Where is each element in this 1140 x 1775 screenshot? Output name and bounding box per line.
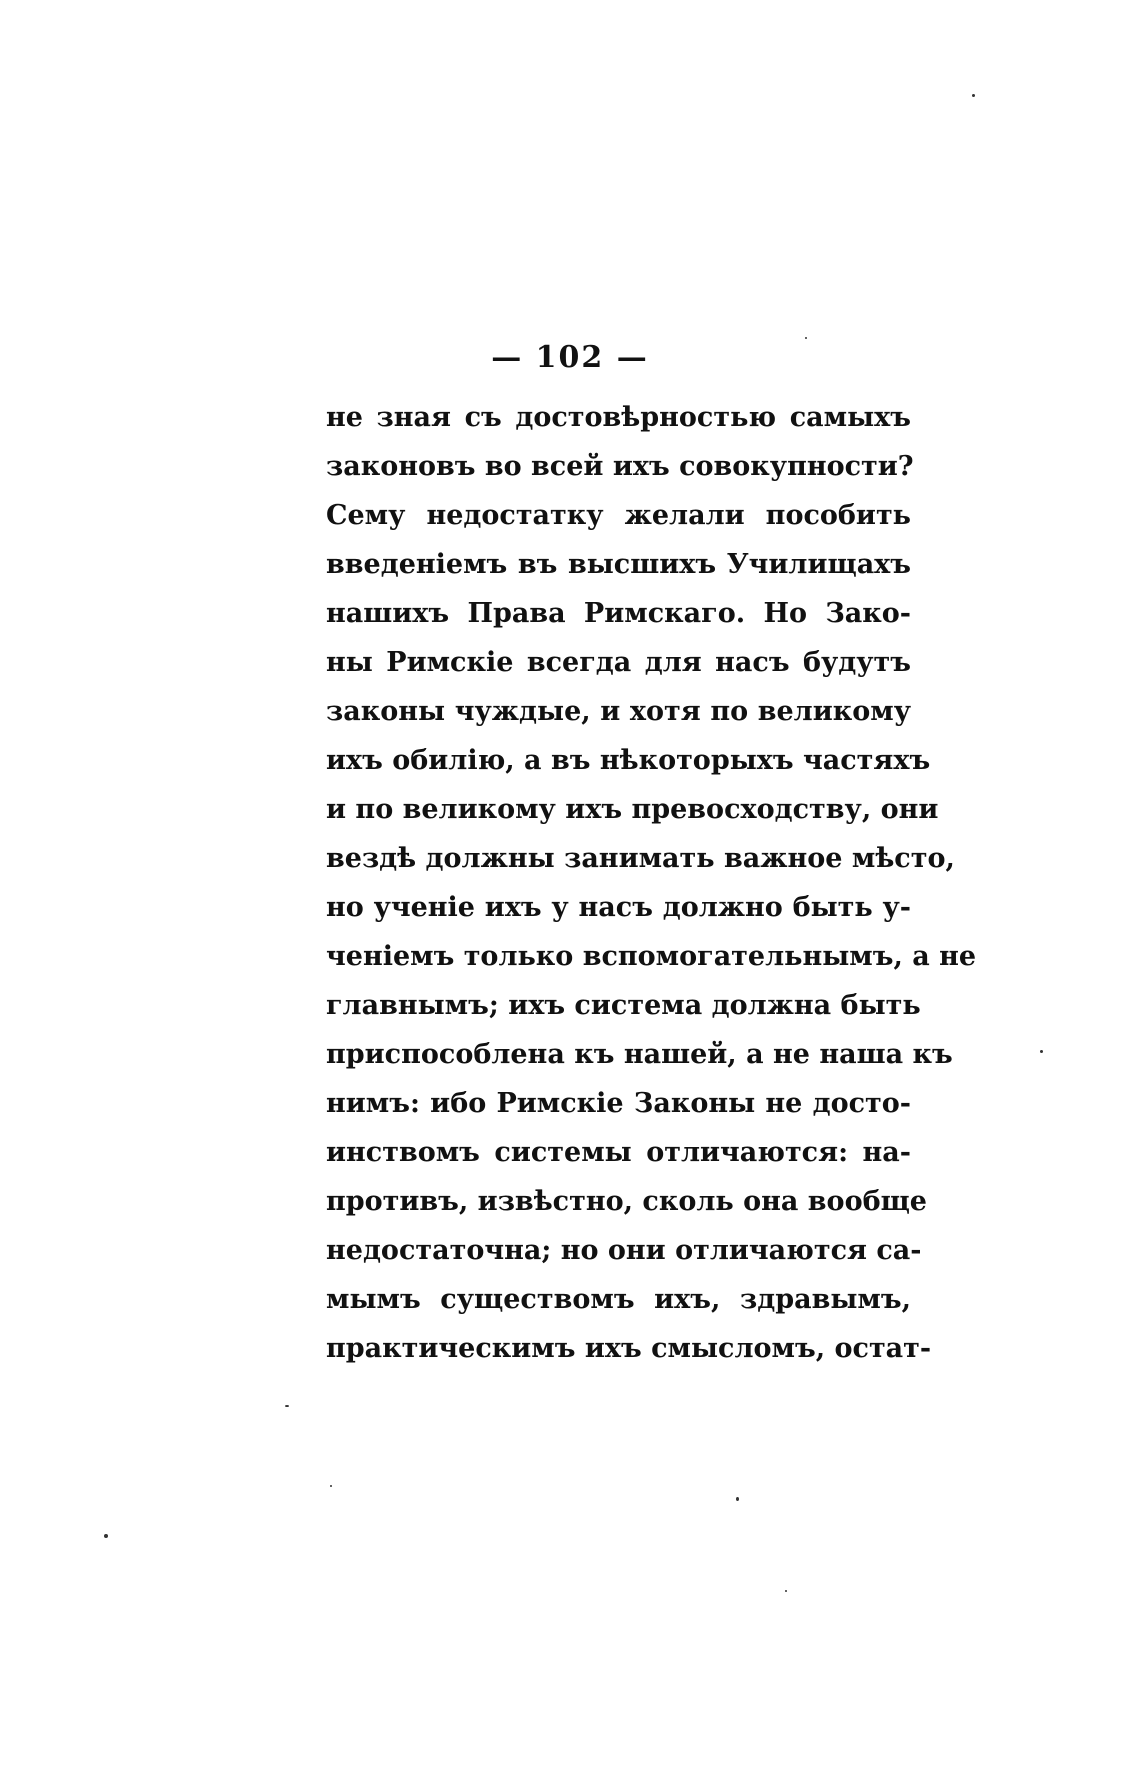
- scan-speck: [104, 1534, 108, 1538]
- scan-speck: [785, 1590, 787, 1592]
- text-line: не зная съ достовѣрностью самыхъ: [326, 402, 911, 433]
- scan-speck: [285, 1405, 289, 1407]
- text-line: нашихъ Права Римскаго. Но Зако-: [326, 598, 911, 629]
- scan-speck: [1040, 1050, 1043, 1053]
- text-line: и по великому ихъ превосходству, они: [326, 794, 939, 825]
- text-line: ихъ обилію, а въ нѣкоторыхъ частяхъ: [326, 745, 931, 776]
- scan-speck: [330, 1485, 332, 1487]
- text-line: но ученіе ихъ у насъ должно быть у-: [326, 892, 911, 923]
- text-line: законы чуждые, и хотя по великому: [326, 696, 911, 727]
- text-line: вездѣ должны занимать важное мѣсто,: [326, 843, 955, 874]
- text-line: введеніемъ въ высшихъ Училищахъ: [326, 549, 911, 580]
- text-line: ны Римскіе всегда для насъ будутъ: [326, 647, 911, 678]
- text-line: инствомъ системы отличаются: на-: [326, 1137, 911, 1168]
- text-line: недостаточна; но они отличаются са-: [326, 1235, 922, 1266]
- text-line: приспособлена къ нашей, а не наша къ: [326, 1039, 953, 1070]
- text-line: мымъ существомъ ихъ, здравымъ,: [326, 1284, 911, 1315]
- text-line: противъ, извѣстно, сколь она вообще: [326, 1186, 927, 1217]
- text-line: главнымъ; ихъ система должна быть: [326, 990, 921, 1021]
- scan-speck: [972, 94, 975, 97]
- page-number: — 102 —: [491, 340, 649, 375]
- scan-speck: [736, 1497, 739, 1501]
- body-text: [326, 393, 977, 1373]
- text-line: законовъ во всей ихъ совокупности?: [326, 451, 914, 482]
- scan-speck: [805, 337, 807, 339]
- text-line: Сему недостатку желали пособить: [326, 500, 911, 531]
- text-line: нимъ: ибо Римскіе Законы не досто-: [326, 1088, 911, 1119]
- text-line: практическимъ ихъ смысломъ, остат-: [326, 1333, 932, 1364]
- text-line: ченіемъ только вспомогательнымъ, а не: [326, 941, 977, 972]
